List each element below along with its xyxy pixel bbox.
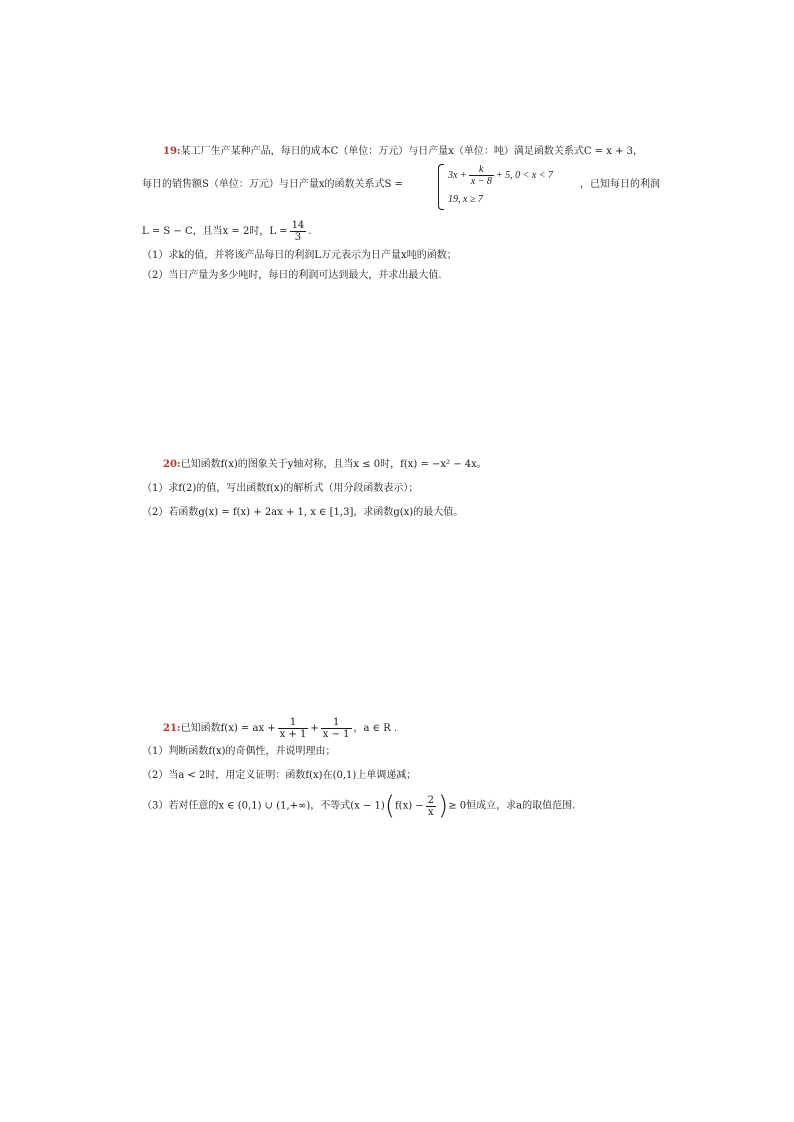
q20-part1: （1）求f(2)的值，写出函数f(x)的解析式（用分段函数表示）；: [142, 483, 419, 494]
q21-number: 21:: [163, 723, 181, 734]
q19-part1: （1）求k的值，并将该产品每日的利润L万元表示为日产量x吨的函数；: [142, 250, 457, 261]
q21-fraction-2: $\frac{1}{x - 1}$: [322, 717, 350, 740]
q21-part1: （1）判断函数f(x)的奇偶性，并说明理由；: [142, 746, 336, 757]
q19-stem-text: 某工厂生产某种产品，每日的成本C（单位：万元）与日产量x（单位：吨）满足函数关系式C = x + 3，: [180, 146, 644, 157]
q19-number: 19:: [163, 146, 181, 157]
q19-line2-suffix: ，已知每日的利润: [580, 179, 660, 190]
q19-line2: [142, 178, 403, 192]
q19-case1: 3x + $\frac{k}{x - 8}$ + 5, 0 < x < 7: [448, 164, 554, 187]
q20-line1: [163, 458, 487, 472]
q21-right-paren: ): [438, 791, 449, 821]
q19-brace: [438, 164, 444, 210]
q21-part2: （2）当a < 2时，用定义证明：函数f(x)在(0,1)上单调递减；: [142, 770, 417, 781]
q21-line1: 21:已知函数f(x) = ax + $\frac{1}{x + 1}$ + $\frac{1}{x - 1}$ ，a ∈ R .: [163, 717, 398, 740]
q19-line3: L = S − C，且当x = 2时，L = $\frac{14}{3}$ .: [142, 220, 312, 243]
q19-case2: 19, x ≥ 7: [448, 194, 483, 205]
q21-left-paren: (: [384, 791, 395, 821]
q19-line1: [163, 145, 643, 159]
q19-sales-function-text: 每日的销售额S（单位：万元）与日产量x的函数关系式S =: [142, 179, 403, 190]
q20-part2: （2）若函数g(x) = f(x) + 2ax + 1, x ∈ [1,3]，求函数g(x)的最大值。: [142, 507, 464, 518]
q19-case1-fraction: $\frac{k}{x - 8}$: [470, 164, 492, 187]
q21-part3: （3）若对任意的x ∈ (0,1) ∪ (1,+∞)，不等式(x − 1)(f(x) − $\frac{2}{x}$ )≥ 0恒成立，求a的取值范围.: [142, 791, 576, 821]
q19-part2: （2）当日产量为多少吨时，每日的利润可达到最大，并求出最大值.: [142, 270, 442, 281]
q21-fraction-1: $\frac{1}{x + 1}$: [279, 717, 307, 740]
q19-line3-fraction: $\frac{14}{3}$: [291, 220, 305, 243]
q19-piecewise: [438, 162, 578, 212]
q20-number: 20:: [163, 459, 181, 470]
q20-stem-text: 已知函数f(x)的图象关于y轴对称，且当x ≤ 0时，f(x) = −x² − 4x。: [180, 459, 487, 470]
q21-part3-fraction: $\frac{2}{x}$: [427, 794, 435, 818]
